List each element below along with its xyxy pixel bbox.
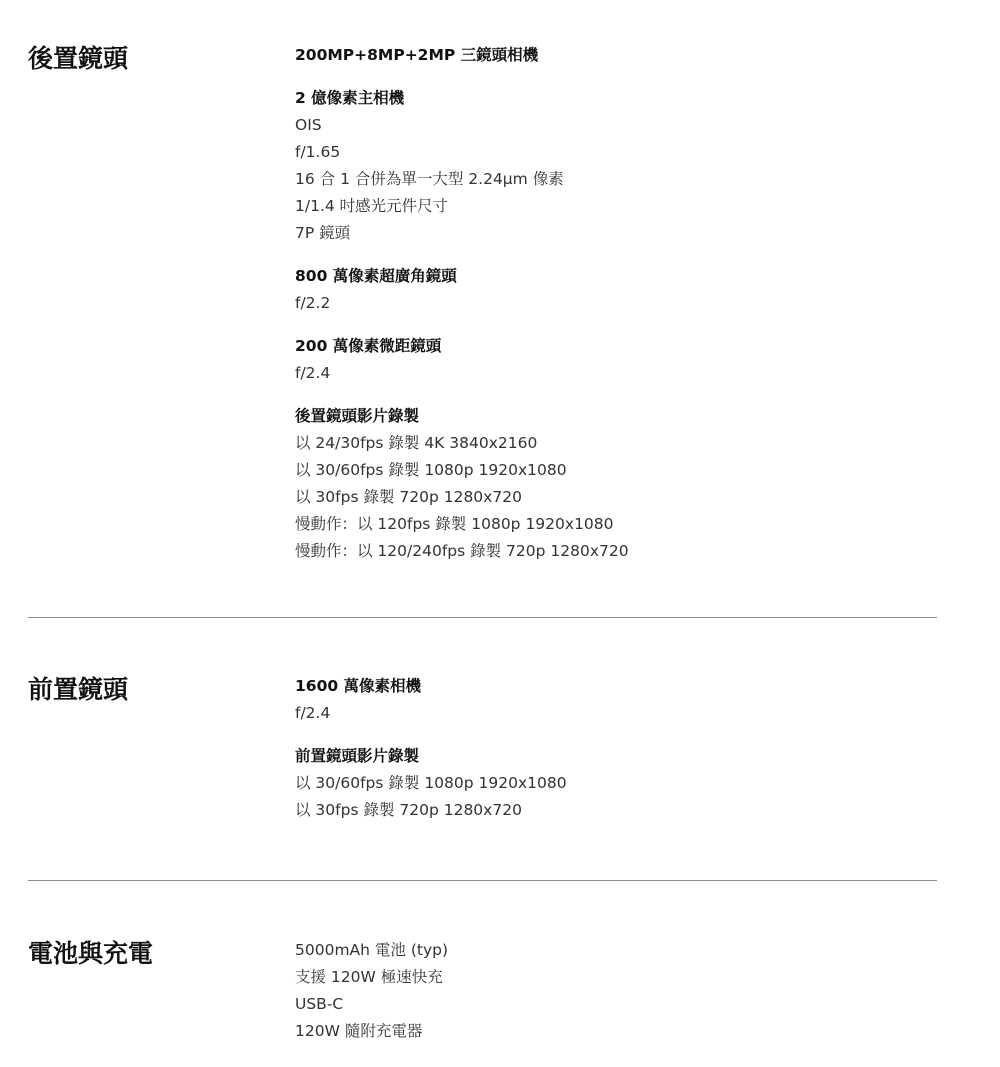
- front-video-spec: 以 30fps 錄製 720p 1280x720: [295, 801, 522, 819]
- main-camera-spec: 7P 鏡頭: [295, 224, 351, 242]
- front-main-camera-group: [295, 673, 955, 727]
- rear-camera-specs: [295, 42, 955, 565]
- battery-spec: 120W 隨附充電器: [295, 1022, 423, 1040]
- section-divider: [28, 880, 937, 881]
- rear-video-spec: 慢動作：以 120fps 錄製 1080p 1920x1080: [295, 515, 614, 533]
- rear-video-spec: 以 30/60fps 錄製 1080p 1920x1080: [295, 461, 567, 479]
- battery-title: 電池與充電: [28, 939, 154, 968]
- main-camera-group: [295, 85, 955, 247]
- ultrawide-camera-group: [295, 263, 955, 317]
- front-camera-spec: f/2.4: [295, 704, 331, 722]
- battery-spec: USB-C: [295, 995, 344, 1013]
- front-video-group: [295, 743, 955, 824]
- rear-camera-title: 後置鏡頭: [28, 44, 129, 73]
- front-camera-title: 前置鏡頭: [28, 675, 129, 704]
- macro-camera-heading: 200 萬像素微距鏡頭: [295, 337, 442, 355]
- main-camera-spec: 16 合 1 合併為單一大型 2.24μm 像素: [295, 170, 564, 188]
- ultrawide-camera-heading: 800 萬像素超廣角鏡頭: [295, 267, 457, 285]
- rear-video-heading: 後置鏡頭影片錄製: [295, 407, 420, 425]
- section-divider: [28, 617, 937, 618]
- main-camera-heading: 2 億像素主相機: [295, 89, 405, 107]
- ultrawide-camera-spec: f/2.2: [295, 294, 331, 312]
- front-video-heading: 前置鏡頭影片錄製: [295, 747, 420, 765]
- front-video-spec: 以 30/60fps 錄製 1080p 1920x1080: [295, 774, 567, 792]
- main-camera-spec: 1/1.4 吋感光元件尺寸: [295, 197, 449, 215]
- macro-camera-spec: f/2.4: [295, 364, 331, 382]
- main-camera-spec: f/1.65: [295, 143, 341, 161]
- rear-video-spec: 以 30fps 錄製 720p 1280x720: [295, 488, 522, 506]
- battery-specs: [295, 937, 955, 1045]
- battery-spec: 5000mAh 電池 (typ): [295, 941, 449, 959]
- front-camera-heading: 1600 萬像素相機: [295, 677, 422, 695]
- main-camera-spec: OIS: [295, 116, 322, 134]
- front-camera-specs: [295, 673, 955, 824]
- rear-video-spec: 以 24/30fps 錄製 4K 3840x2160: [295, 434, 538, 452]
- battery-spec: 支援 120W 極速快充: [295, 968, 443, 986]
- rear-video-group: [295, 403, 955, 565]
- rear-camera-summary: 200MP+8MP+2MP 三鏡頭相機: [295, 46, 539, 64]
- rear-video-spec: 慢動作：以 120/240fps 錄製 720p 1280x720: [295, 542, 629, 560]
- macro-camera-group: [295, 333, 955, 387]
